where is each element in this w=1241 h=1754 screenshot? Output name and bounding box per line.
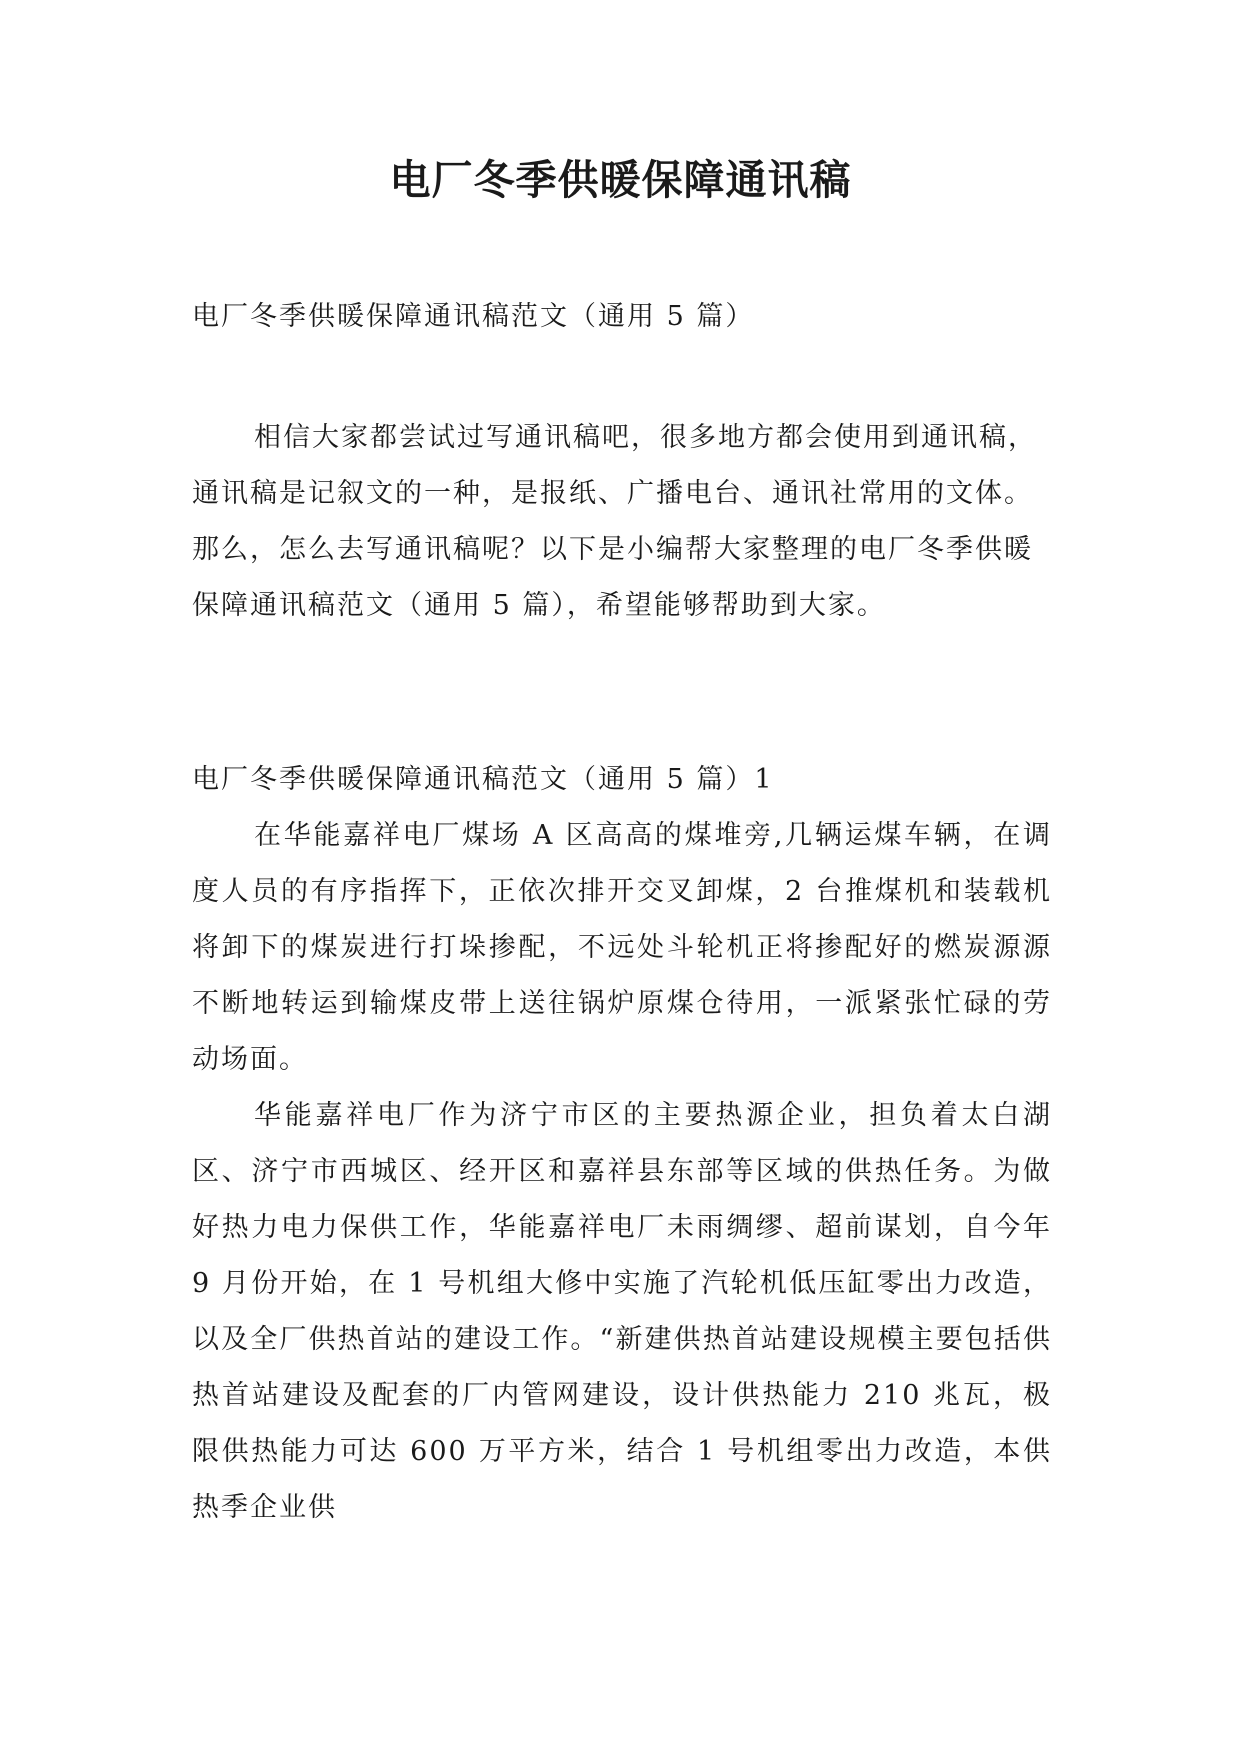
document-title: 电厂冬季供暖保障通讯稿 [389,156,852,204]
document-subtitle: 电厂冬季供暖保障通讯稿范文（通用 5 篇） [192,301,755,332]
body-paragraph: 在华能嘉祥电厂煤场 A 区高高的煤堆旁,几辆运煤车辆，在调度人员的有序指挥下，正依次排开交叉卸煤，2 台推煤机和装载机将卸下的煤炭进行打垛掺配，不远处斗轮机正将掺配好的燃炭源源不断地转运到输煤皮带上送往锅炉原煤仓待用，一派紧张忙碌的劳动场面。 [192,820,1052,1075]
body-paragraph: 华能嘉祥电厂作为济宁市区的主要热源企业，担负着太白湖区、济宁市西城区、经开区和嘉祥县东部等区域的供热任务。为做好热力电力保供工作，华能嘉祥电厂未雨绸缪、超前谋划，自今年 9 月份开始，在 1 号机组大修中实施了汽轮机低压缸零出力改造，以及全厂供热首站的建设工作。“新建供热首站建设规模主要包括供热首站建设及配套的厂内管网建设，设计供热能力 210 兆瓦，极限供热能力可达 600 万平方米，结合 1 号机组零出力改造，本供热季企业供 [192,1100,1052,1523]
section-body [192,808,1052,1536]
intro-paragraph: 相信大家都尝试过写通讯稿吧，很多地方都会使用到通讯稿，通讯稿是记叙文的一种，是报纸、广播电台、通讯社常用的文体。那么，怎么去写通讯稿呢？以下是小编帮大家整理的电厂冬季供暖保障通讯稿范文（通用 5 篇），希望能够帮助到大家。 [192,422,1037,621]
section-heading: 电厂冬季供暖保障通讯稿范文（通用 5 篇）1 [192,764,774,795]
